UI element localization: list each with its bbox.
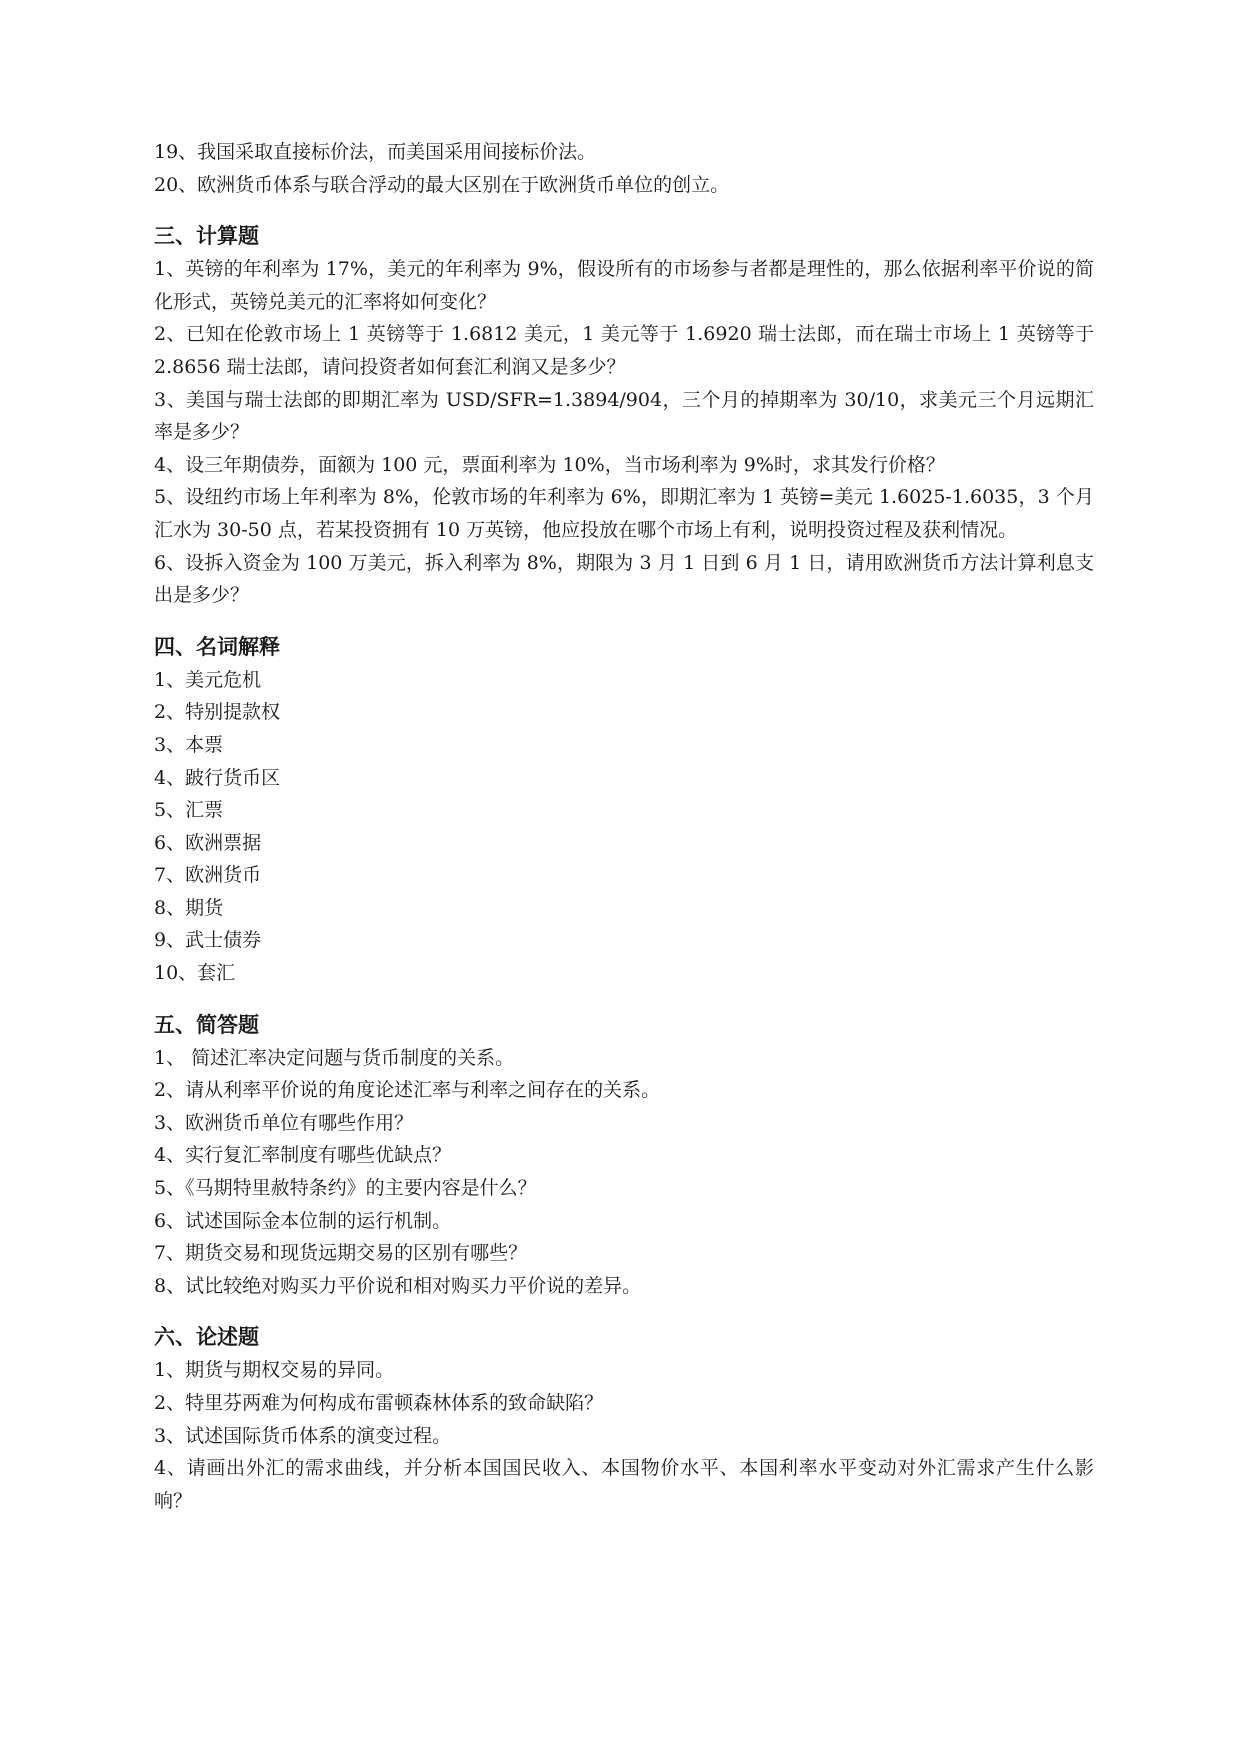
question-item: 2、已知在伦敦市场上 1 英镑等于 1.6812 美元，1 美元等于 1.6920 瑞士法郎，而在瑞士市场上 1 英镑等于 2.8656 瑞士法郎，请问投资者如何套汇利润又是多少？ xyxy=(154,323,1094,378)
document-page xyxy=(154,136,1094,1517)
section-title: 四、名词解释 xyxy=(154,634,280,659)
term-item: 6、欧洲票据 xyxy=(154,831,262,854)
section-short-answer xyxy=(154,1008,1094,1303)
question-item: 4、请画出外汇的需求曲线，并分析本国国民收入、本国物价水平、本国利率水平变动对外汇需求产生什么影响？ xyxy=(154,1457,1094,1512)
question-item: 5、设纽约市场上年利率为 8%，伦敦市场的年利率为 6%，即期汇率为 1 英镑=美元 1.6025-1.6035，3 个月汇水为 30-50 点，若某投资拥有 10 万英镑，他应投放在哪个市场上有利，说明投资过程及获利情况。 xyxy=(154,486,1094,541)
question-item: 3、美国与瑞士法郎的即期汇率为 USD/SFR=1.3894/904，三个月的掉期率为 30/10，求美元三个月远期汇率是多少？ xyxy=(154,388,1094,444)
section-essay xyxy=(154,1320,1094,1517)
question-item: 3、试述国际货币体系的演变过程。 xyxy=(154,1424,452,1447)
question-item: 7、期货交易和现货远期交易的区别有哪些？ xyxy=(154,1242,528,1265)
question-item: 4、实行复汇率制度有哪些优缺点？ xyxy=(154,1144,452,1167)
list-item: 20、欧洲货币体系与联合浮动的最大区别在于欧洲货币单位的创立。 xyxy=(154,173,730,196)
question-item: 8、试比较绝对购买力平价说和相对购买力平价说的差异。 xyxy=(154,1274,642,1297)
term-item: 9、武士债券 xyxy=(154,929,262,952)
term-item: 5、汇票 xyxy=(154,799,224,822)
term-item: 4、跛行货币区 xyxy=(154,766,281,789)
question-item: 6、设拆入资金为 100 万美元，拆入利率为 8%，期限为 3 月 1 日到 6 月 1 日，请用欧洲货币方法计算利息支出是多少？ xyxy=(154,551,1094,607)
section-title: 三、计算题 xyxy=(154,224,259,249)
question-item: 1、英镑的年利率为 17%，美元的年利率为 9%，假设所有的市场参与者都是理性的，那么依据利率平价说的简化形式，英镑兑美元的汇率将如何变化？ xyxy=(154,258,1094,313)
section-title: 六、论述题 xyxy=(154,1325,259,1350)
question-item: 4、设三年期债券，面额为 100 元，票面利率为 10%，当市场利率为 9%时，求其发行价格？ xyxy=(154,453,945,476)
term-item: 2、特别提款权 xyxy=(154,701,281,724)
section-terms xyxy=(154,630,1094,990)
question-item: 3、欧洲货币单位有哪些作用？ xyxy=(154,1111,414,1134)
section-title: 五、简答题 xyxy=(154,1012,259,1037)
question-item: 1、 简述汇率决定问题与货币制度的关系。 xyxy=(154,1046,515,1069)
term-item: 1、美元危机 xyxy=(154,668,262,691)
list-item: 19、我国采取直接标价法，而美国采用间接标价法。 xyxy=(154,141,597,163)
intro-list xyxy=(154,136,1094,201)
question-item: 2、特里芬两难为何构成布雷顿森林体系的致命缺陷？ xyxy=(154,1392,604,1414)
question-item: 6、试述国际金本位制的运行机制。 xyxy=(154,1209,452,1232)
question-item: 5、《马期特里赦特条约》的主要内容是什么？ xyxy=(154,1177,537,1200)
term-item: 8、期货 xyxy=(154,896,224,919)
question-item: 2、请从利率平价说的角度论述汇率与利率之间存在的关系。 xyxy=(154,1079,661,1102)
term-item: 3、本票 xyxy=(154,733,224,756)
question-item: 1、期货与期权交易的异同。 xyxy=(154,1359,395,1382)
section-calculation xyxy=(154,219,1094,612)
term-item: 7、欧洲货币 xyxy=(154,864,262,887)
term-item: 10、套汇 xyxy=(154,962,236,985)
